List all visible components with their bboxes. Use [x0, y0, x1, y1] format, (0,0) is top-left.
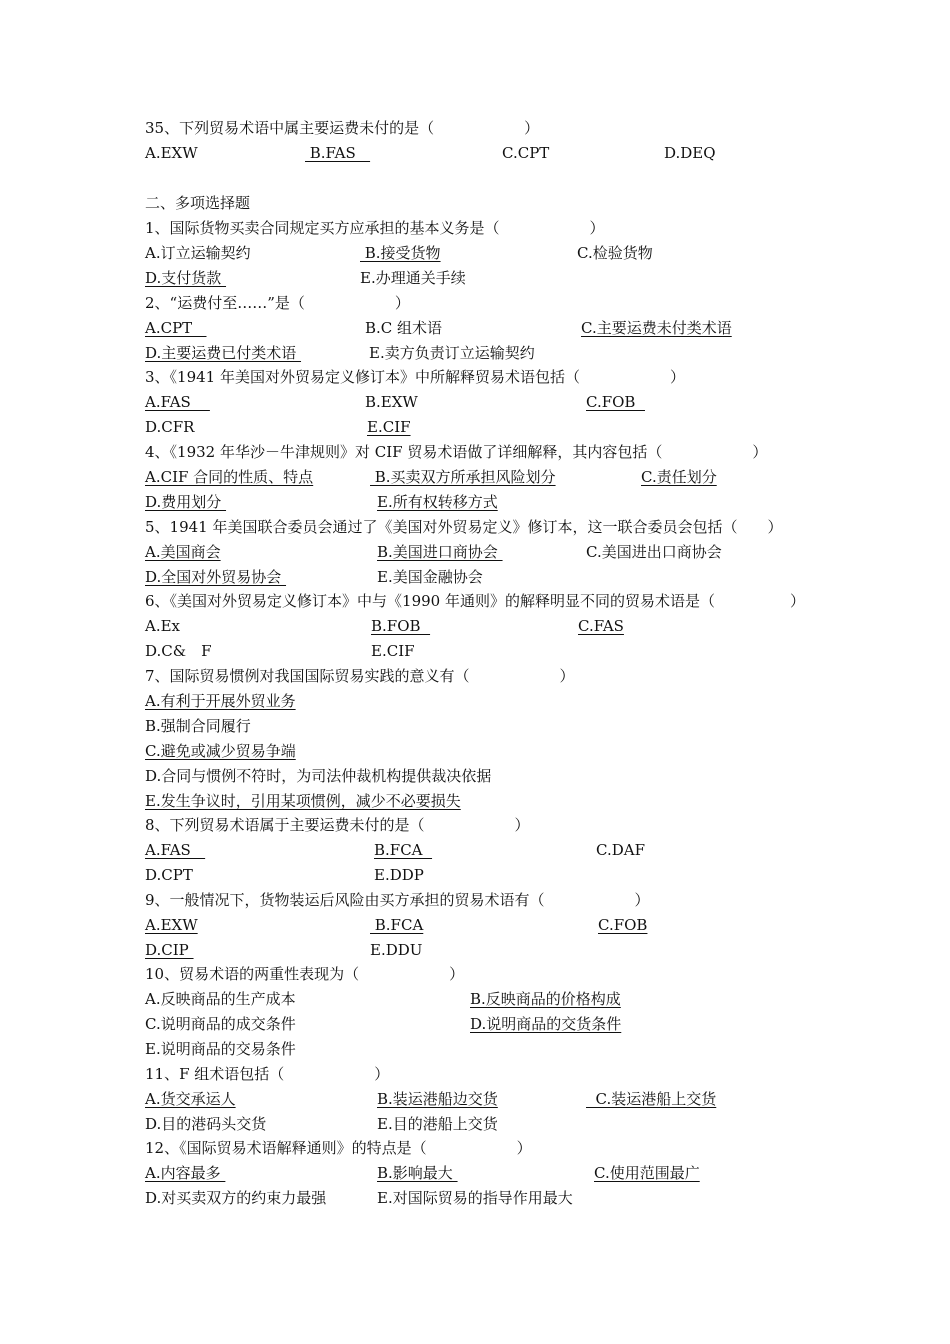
option-a: A.美国商会: [145, 543, 221, 561]
option-c: C.DAF: [596, 841, 645, 859]
option-e: E.对国际贸易的指导作用最大: [377, 1189, 573, 1207]
option-c: C.装运港船上交货: [586, 1090, 717, 1108]
option-a: A.反映商品的生产成本: [145, 990, 296, 1008]
option-c: C.责任划分: [641, 468, 717, 486]
option-e: E.DDP: [374, 866, 424, 884]
option-d: D.支付货款: [145, 269, 227, 287]
option-c: C.说明商品的成交条件: [145, 1015, 296, 1033]
option-b: B.C 组术语: [365, 319, 443, 337]
option-d: D.CIP: [145, 941, 194, 959]
option-b: B.反映商品的价格构成: [470, 990, 621, 1008]
option-c: C.检验货物: [577, 244, 653, 262]
option-a: A.CIF 合同的性质、特点: [145, 468, 314, 486]
option-e: E.目的港船上交货: [377, 1115, 498, 1133]
question-8-stem: 8、下列贸易术语属于主要运费未付的是（ ）: [145, 816, 530, 834]
option-d: D.全国对外贸易协会: [145, 568, 287, 586]
question-3-stem: 3、《1941 年美国对外贸易定义修订本》中所解释贸易术语包括（ ）: [145, 368, 685, 386]
option-c: C.FOB: [598, 916, 648, 934]
question-9-stem: 9、一般情况下，货物装运后风险由买方承担的贸易术语有（ ）: [145, 891, 650, 909]
option-d: D.对买卖双方的约束力最强: [145, 1189, 327, 1207]
question-11-stem: 11、F 组术语包括（ ）: [145, 1065, 390, 1083]
question-7-stem: 7、国际贸易惯例对我国国际贸易实践的意义有（ ）: [145, 667, 575, 685]
option-d: D.CFR: [145, 418, 195, 436]
option-a: A.Ex: [145, 617, 181, 635]
option-a: A.EXW: [145, 144, 198, 162]
option-b: B.FCA: [370, 916, 424, 934]
option-c: C.FAS: [578, 617, 624, 635]
option-b: B.美国进口商协会: [377, 543, 503, 561]
option-d: D.CPT: [145, 866, 193, 884]
question-5-stem: 5、1941 年美国联合委员会通过了《美国对外贸易定义》修订本，这一联合委员会包括（ ）: [145, 518, 783, 536]
option-e: E.卖方负责订立运输契约: [369, 344, 535, 362]
question-10-stem: 10、贸易术语的两重性表现为（ ）: [145, 965, 465, 983]
option-c: C.CPT: [502, 144, 550, 162]
option-d: D.目的港码头交货: [145, 1115, 267, 1133]
option-e: E.DDU: [370, 941, 423, 959]
question-7-option-c: C.避免或减少贸易争端: [145, 742, 296, 760]
option-a: A.FAS: [145, 393, 210, 411]
option-b: B.买卖双方所承担风险划分: [370, 468, 556, 486]
option-b: B.EXW: [365, 393, 418, 411]
option-a: A.货交承运人: [145, 1090, 236, 1108]
option-b: B.影响最大: [377, 1164, 458, 1182]
option-d: D.C& F: [145, 642, 212, 660]
option-a: A.内容最多: [145, 1164, 226, 1182]
option-d: D.费用划分: [145, 493, 227, 511]
question-10-option-e: E.说明商品的交易条件: [145, 1040, 296, 1058]
option-b: B.FAS: [305, 144, 371, 162]
question-12-stem: 12、《国际贸易术语解释通则》的特点是（ ）: [145, 1139, 532, 1157]
option-b: B.FCA: [374, 841, 433, 859]
question-35-stem: 35、下列贸易术语中属主要运费未付的是（ ）: [145, 119, 540, 137]
option-c: C.主要运费未付类术语: [581, 319, 732, 337]
option-e: E.美国金融协会: [377, 568, 483, 586]
option-a: A.CPT: [145, 319, 207, 337]
option-a: A.订立运输契约: [145, 244, 251, 262]
option-d: D.主要运费已付类术语: [145, 344, 302, 362]
option-e: E.所有权转移方式: [377, 493, 498, 511]
question-7-option-b: B.强制合同履行: [145, 717, 251, 735]
option-a: A.EXW: [145, 916, 198, 934]
question-6-stem: 6、《美国对外贸易定义修订本》中与《1990 年通则》的解释明显不同的贸易术语是（ ）: [145, 592, 805, 610]
option-c: C.FOB: [586, 393, 645, 411]
option-b: B.FOB: [371, 617, 431, 635]
question-7-option-a: A.有利于开展外贸业务: [145, 692, 296, 710]
option-c: C.美国进出口商协会: [586, 543, 722, 561]
option-e: E.CIF: [371, 642, 415, 660]
option-a: A.FAS: [145, 841, 206, 859]
option-d: D.DEQ: [664, 144, 716, 162]
section-title: 二、多项选择题: [145, 194, 251, 212]
option-e: E.CIF: [367, 418, 411, 436]
option-e: E.办理通关手续: [360, 269, 466, 287]
option-b: B.装运港船边交货: [377, 1090, 498, 1108]
option-d: D.说明商品的交货条件: [470, 1015, 622, 1033]
option-b: B.接受货物: [360, 244, 441, 262]
question-7-option-e: E.发生争议时，引用某项惯例，减少不必要损失: [145, 792, 461, 810]
question-2-stem: 2、“运费付至……”是（ ）: [145, 294, 410, 312]
question-4-stem: 4、《1932 年华沙－牛津规则》对 CIF 贸易术语做了详细解释，其内容包括（ ）: [145, 443, 768, 461]
option-c: C.使用范围最广: [594, 1164, 700, 1182]
question-7-option-d: D.合同与惯例不符时，为司法仲裁机构提供裁决依据: [145, 767, 492, 785]
question-1-stem: 1、国际货物买卖合同规定买方应承担的基本义务是（ ）: [145, 219, 605, 237]
